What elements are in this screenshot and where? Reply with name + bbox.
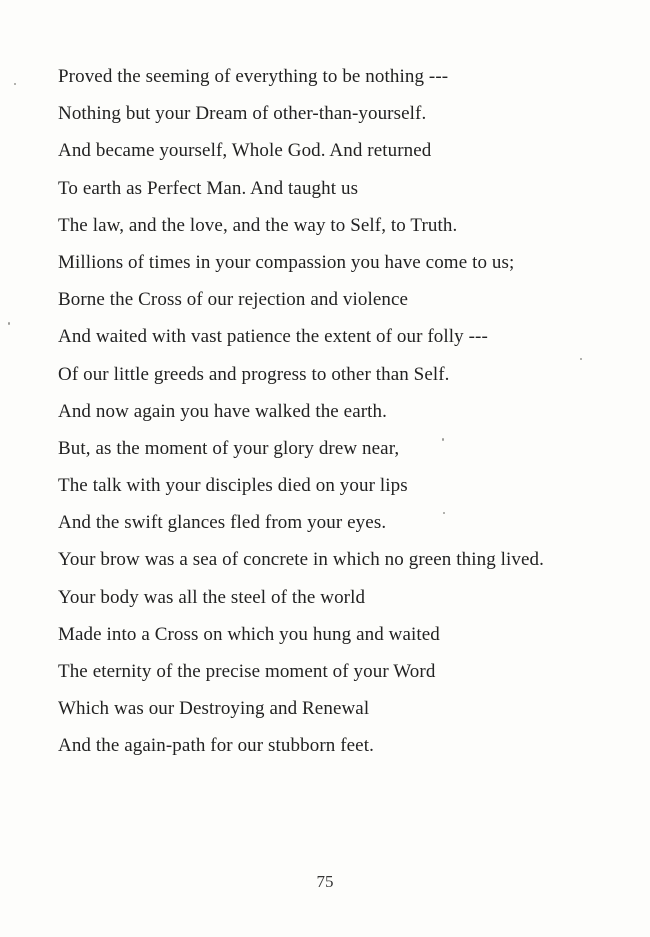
poem-line: The talk with your disciples died on your lips bbox=[58, 475, 408, 497]
poem-line: And the again-path for our stubborn feet. bbox=[58, 735, 374, 757]
poem-line: The eternity of the precise moment of your Word bbox=[58, 661, 436, 682]
poem-line: The law, and the love, and the way to Self, to Truth. bbox=[58, 214, 458, 236]
poem-line: Your body was all the steel of the world bbox=[58, 586, 366, 608]
poem-line: Borne the Cross of our rejection and violence bbox=[58, 289, 409, 311]
poem-line: Which was our Destroying and Renewal bbox=[58, 698, 370, 720]
poem-line: Proved the seeming of everything to be nothing --- bbox=[58, 66, 449, 87]
poem-line: Nothing but your Dream of other-than-yourself. bbox=[58, 103, 427, 125]
poem-line: To earth as Perfect Man. And taught us bbox=[58, 177, 359, 199]
poem-line: But, as the moment of your glory drew near, bbox=[58, 437, 400, 459]
poem-line: And now again you have walked the earth. bbox=[58, 400, 388, 422]
poem-line: Your brow was a sea of concrete in which no green thing lived. bbox=[58, 549, 545, 571]
poem-line: Made into a Cross on which you hung and waited bbox=[58, 623, 440, 645]
poem-line: And became yourself, Whole God. And returned bbox=[58, 140, 432, 162]
poem-text bbox=[58, 58, 638, 765]
poem-line: And waited with vast patience the extent of our folly --- bbox=[58, 326, 488, 348]
poem-line: Millions of times in your compassion you have come to us; bbox=[58, 251, 515, 273]
paper-speck bbox=[14, 83, 16, 85]
poem-line: And the swift glances fled from your eyes. bbox=[58, 512, 387, 534]
poem-line: Of our little greeds and progress to other than Self. bbox=[58, 363, 450, 385]
paper-speck bbox=[8, 322, 10, 325]
page-number: 75 bbox=[316, 872, 334, 891]
